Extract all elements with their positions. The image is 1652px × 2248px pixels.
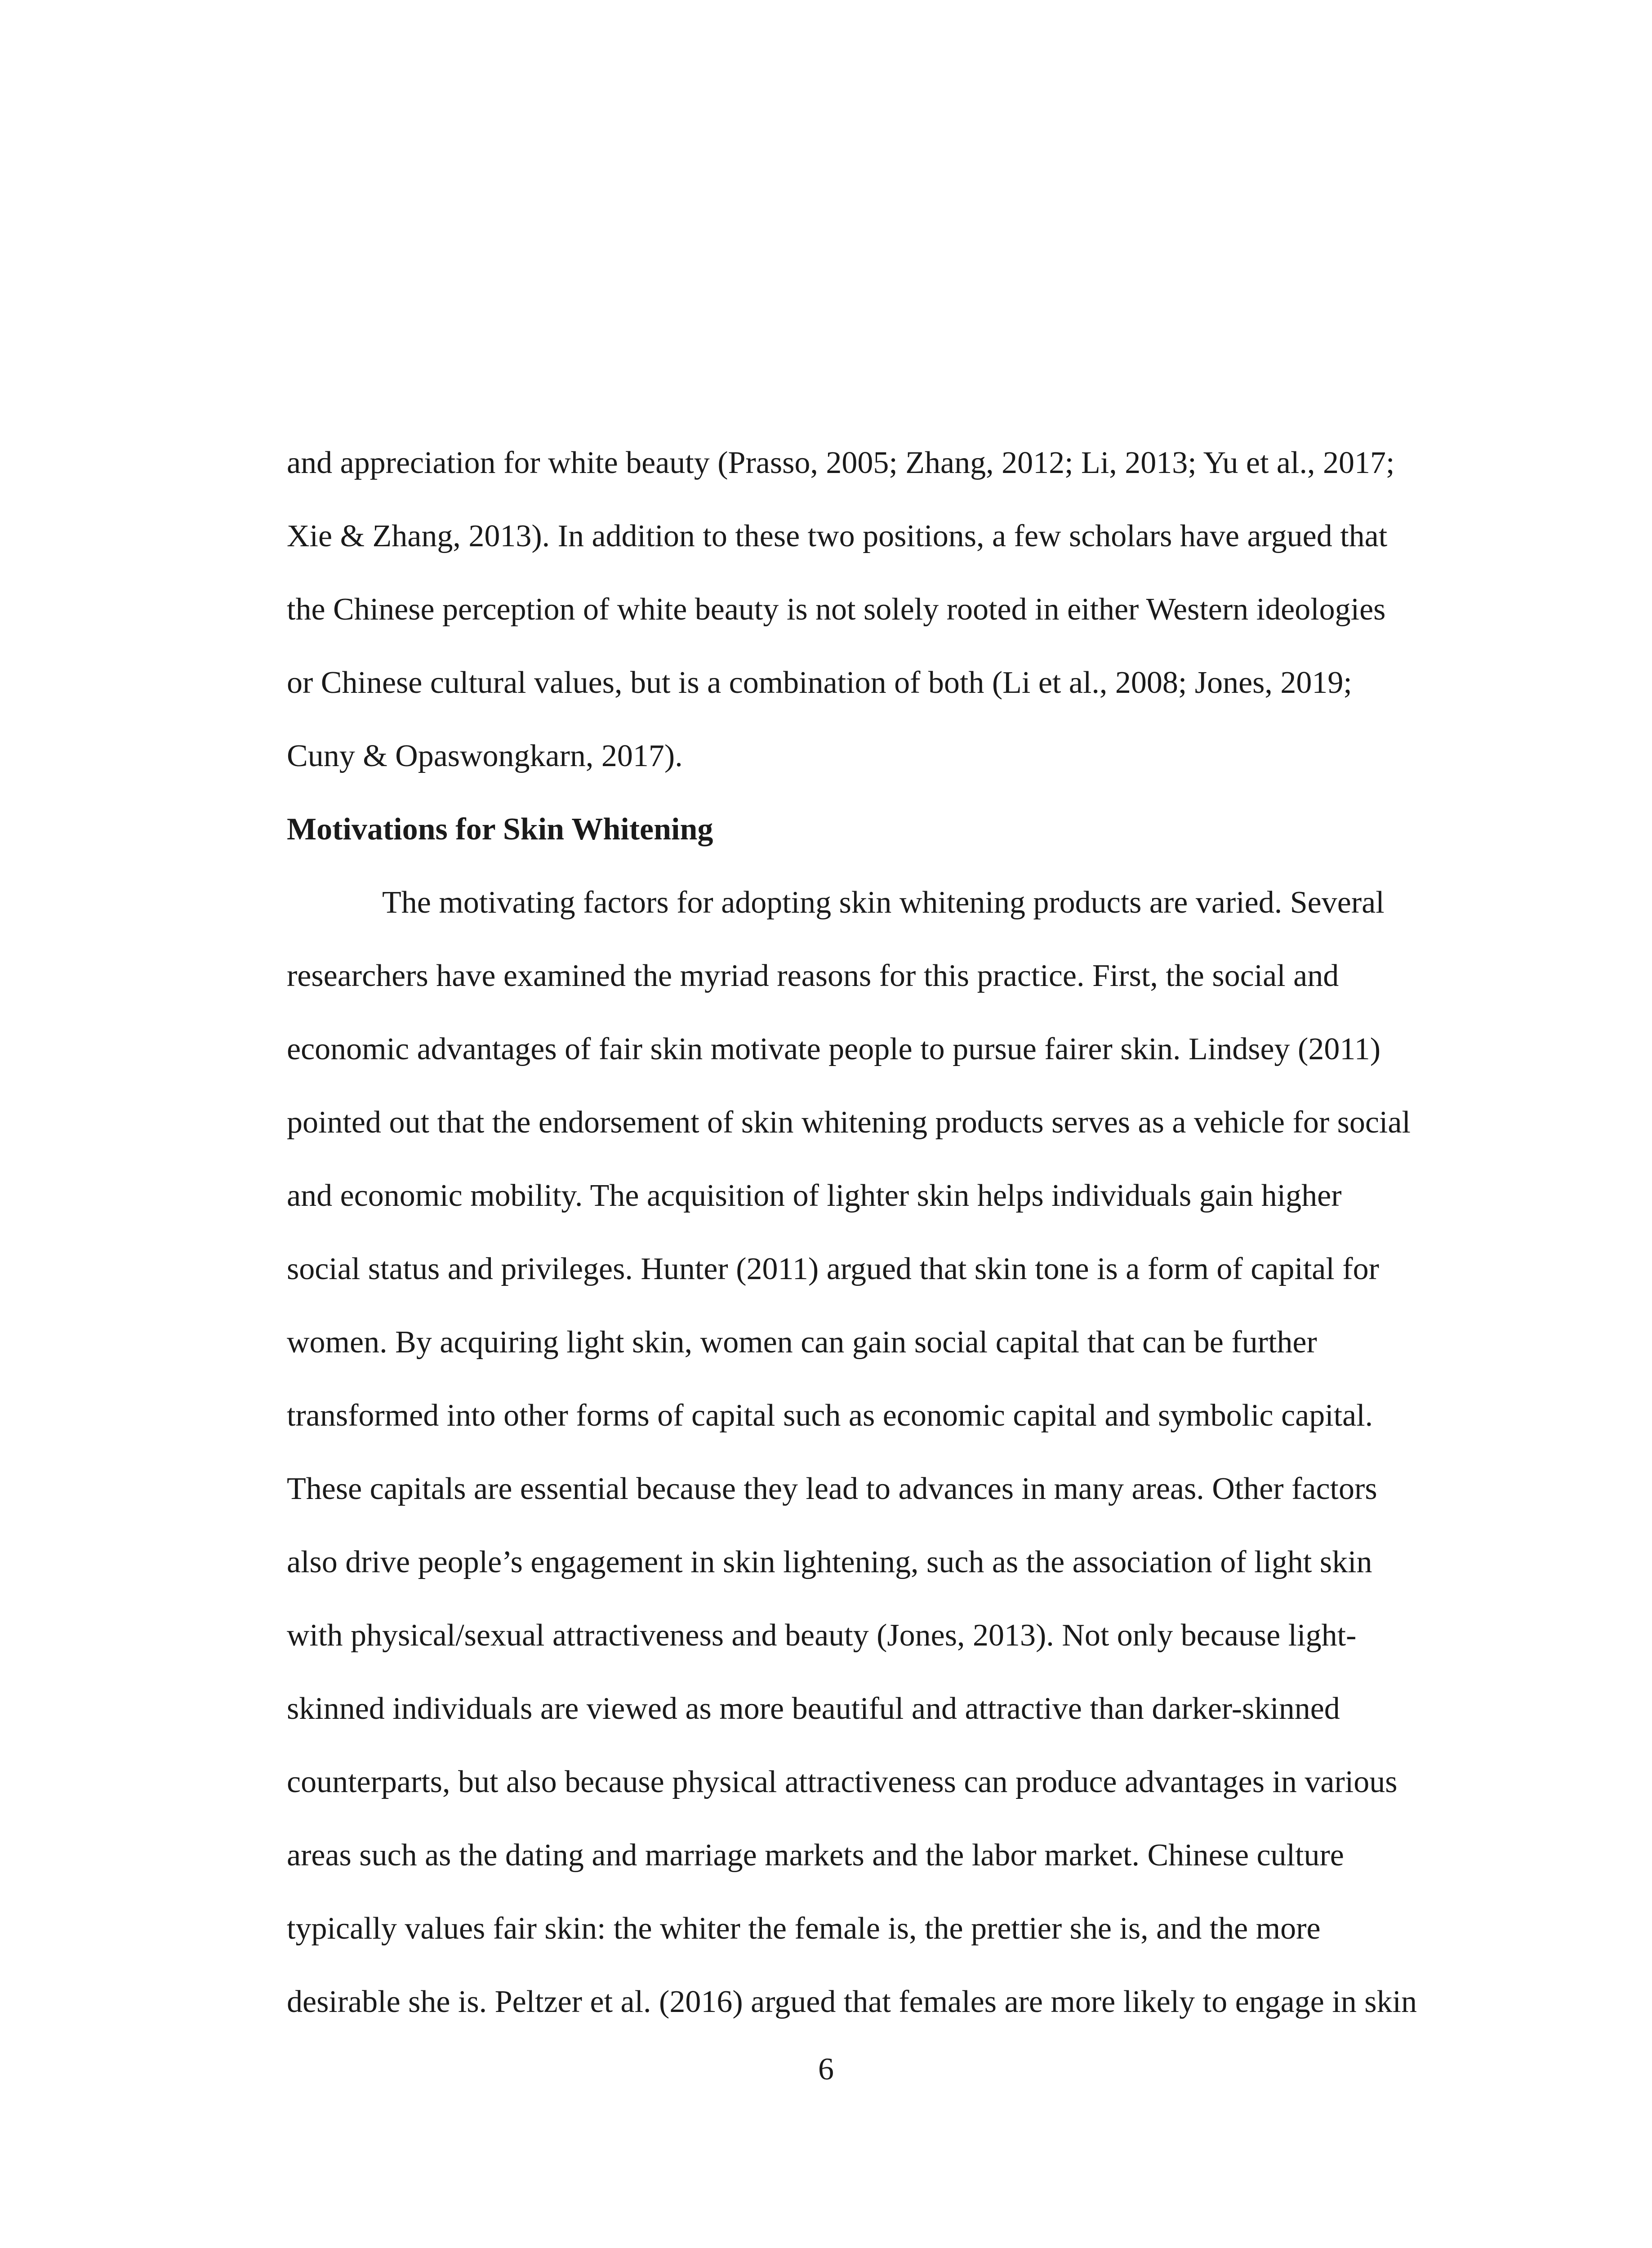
paragraph-line: desirable she is. Peltzer et al. (2016) argued that females are more likely to engage in skin: [287, 1985, 1417, 2019]
paragraph-line: economic advantages of fair skin motivate people to pursue fairer skin. Lindsey (2011): [287, 1032, 1381, 1066]
paragraph-line: or Chinese cultural values, but is a combination of both (Li et al., 2008; Jones, 2019;: [287, 665, 1352, 700]
paragraph-line: counterparts, but also because physical attractiveness can produce advantages in various: [287, 1765, 1398, 1799]
paragraph-line: pointed out that the endorsement of skin whitening products serves as a vehicle for social: [287, 1105, 1411, 1140]
paragraph-line: the Chinese perception of white beauty is not solely rooted in either Western ideologies: [287, 592, 1386, 627]
paragraph-line: The motivating factors for adopting skin whitening products are varied. Several: [382, 885, 1385, 920]
paragraph-line: Xie & Zhang, 2013). In addition to these two positions, a few scholars have argued that: [287, 519, 1388, 553]
paragraph-line: transformed into other forms of capital such as economic capital and symbolic capital.: [287, 1398, 1373, 1433]
paragraph-line: social status and privileges. Hunter (2011) argued that skin tone is a form of capital for: [287, 1252, 1379, 1286]
paragraph-line: also drive people’s engagement in skin lightening, such as the association of light skin: [287, 1545, 1372, 1579]
paragraph-line: skinned individuals are viewed as more beautiful and attractive than darker-skinned: [287, 1691, 1340, 1726]
paragraph-line: researchers have examined the myriad reasons for this practice. First, the social and: [287, 959, 1339, 993]
section-heading: Motivations for Skin Whitening: [287, 812, 713, 847]
paragraph-line: and appreciation for white beauty (Prasso, 2005; Zhang, 2012; Li, 2013; Yu et al., 2017;: [287, 446, 1395, 480]
paragraph-line: These capitals are essential because they lead to advances in many areas. Other factors: [287, 1472, 1377, 1506]
paragraph-line: and economic mobility. The acquisition of lighter skin helps individuals gain higher: [287, 1178, 1342, 1213]
paragraph-line: with physical/sexual attractiveness and beauty (Jones, 2013). Not only because light-: [287, 1618, 1357, 1653]
page-number: 6: [818, 2052, 834, 2087]
paragraph-line: areas such as the dating and marriage markets and the labor market. Chinese culture: [287, 1838, 1344, 1873]
paragraph-line: Cuny & Opaswongkarn, 2017).: [287, 739, 683, 773]
paragraph-line: typically values fair skin: the whiter the female is, the prettier she is, and the more: [287, 1911, 1321, 1946]
paragraph-line: women. By acquiring light skin, women can gain social capital that can be further: [287, 1325, 1317, 1360]
